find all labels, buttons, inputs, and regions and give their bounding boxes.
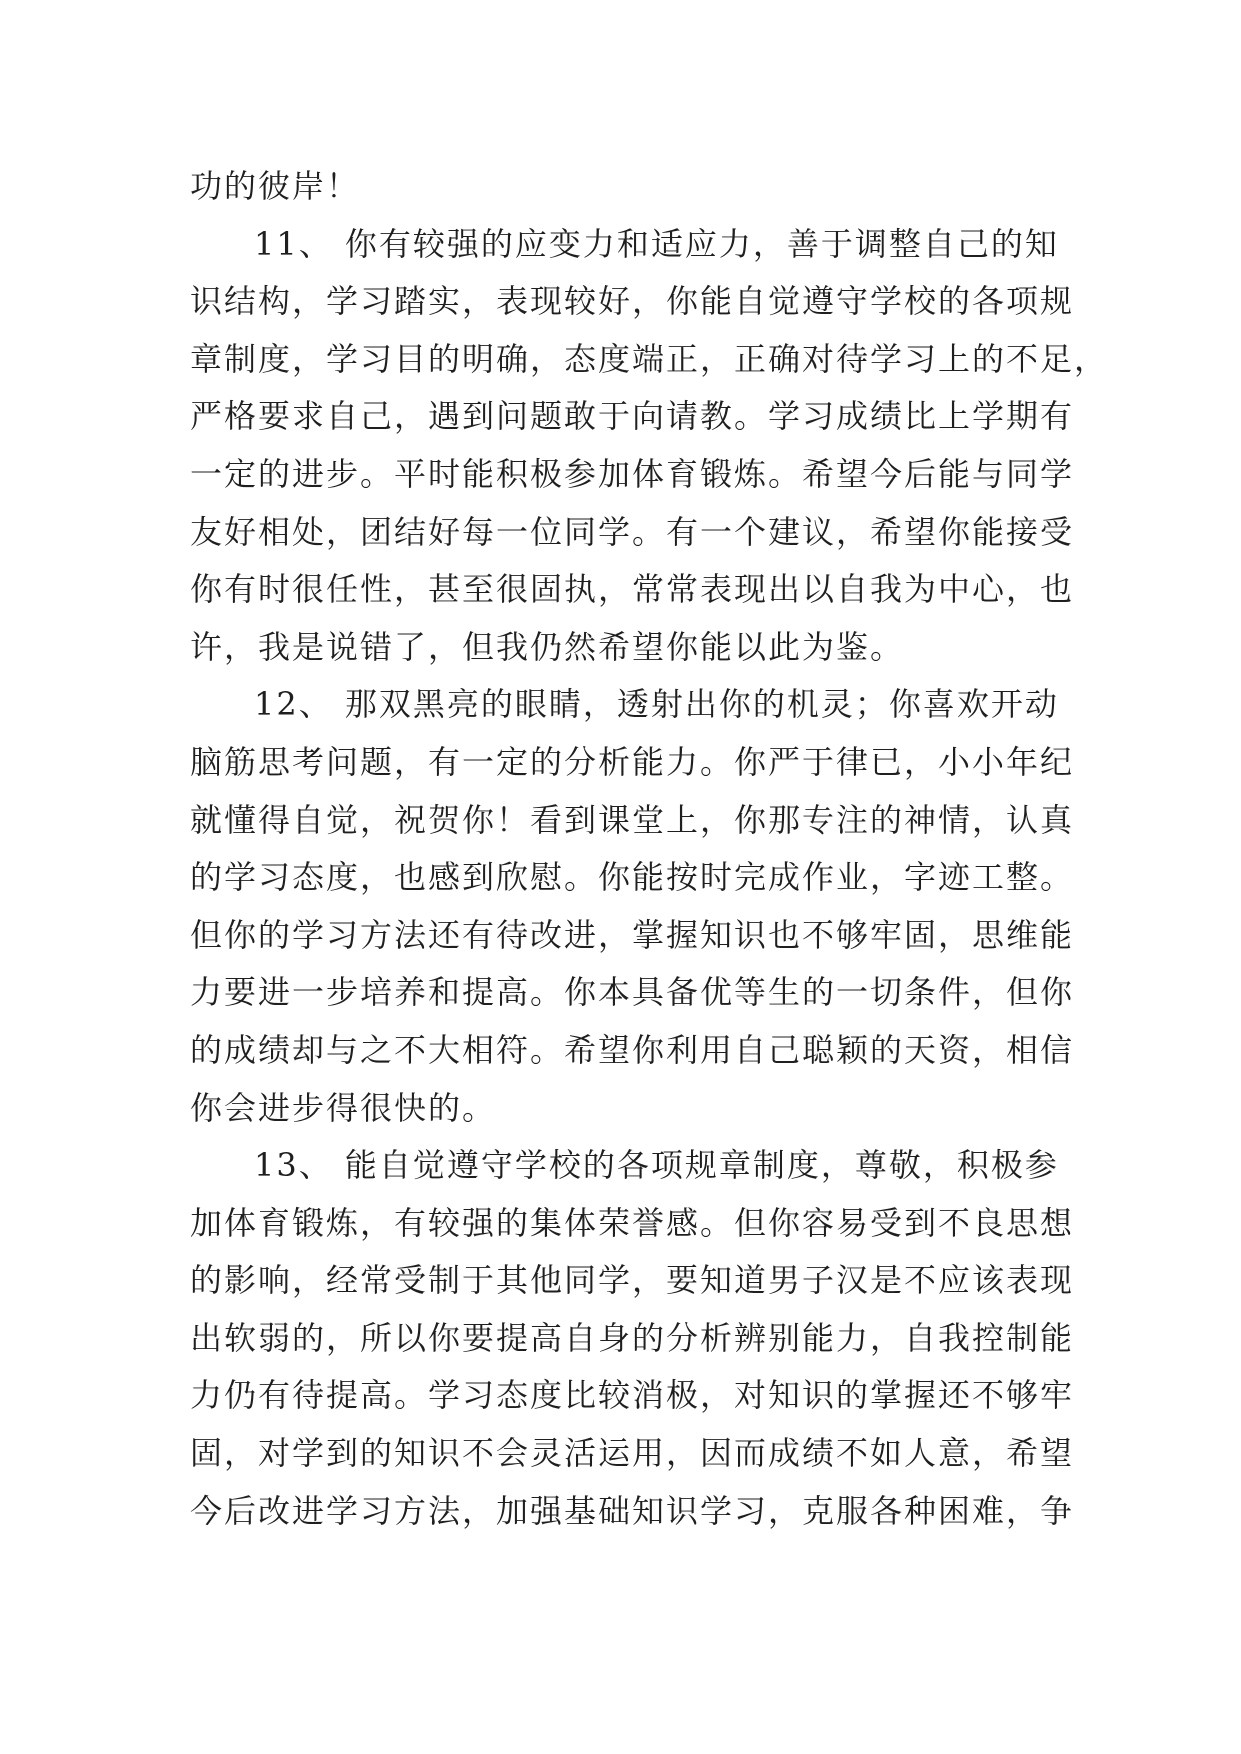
text-line: 今后改进学习方法，加强基础知识学习，克服各种困难，争 [190, 1491, 1075, 1530]
paragraph-12-first-line: 12、 那双黑亮的眼睛，透射出你的机灵；你喜欢开动 [254, 685, 1059, 724]
text-line: 功的彼岸！ [190, 167, 361, 205]
text-line: 一定的进步。平时能积极参加体育锻炼。希望今后能与同学 [190, 454, 1075, 493]
text-line: 但你的学习方法还有待改进，掌握知识也不够牢固，思维能 [190, 915, 1075, 954]
text-line: 的学习态度，也感到欣慰。你能按时完成作业，字迹工整。 [190, 858, 1075, 897]
text-line: 你有时很任性，甚至很固执，常常表现出以自我为中心，也 [190, 570, 1075, 609]
text-line: 力要进一步培养和提高。你本具备优等生的一切条件，但你 [190, 973, 1075, 1012]
text-line: 出软弱的，所以你要提高自身的分析辨别能力，自我控制能 [190, 1318, 1075, 1357]
text-line: 章制度，学习目的明确，态度端正，正确对待学习上的不足， [190, 339, 1109, 378]
text-line: 友好相处，团结好每一位同学。有一个建议，希望你能接受 [190, 512, 1075, 551]
text-line: 识结构，学习踏实，表现较好，你能自觉遵守学校的各项规 [190, 282, 1075, 321]
paragraph-13-first-line: 13、 能自觉遵守学校的各项规章制度，尊敬，积极参 [254, 1146, 1059, 1185]
text-line: 力仍有待提高。学习态度比较消极，对知识的掌握还不够牢 [190, 1376, 1075, 1415]
paragraph-11-first-line: 11、 你有较强的应变力和适应力，善于调整自己的知 [254, 224, 1059, 263]
text-line: 脑筋思考问题，有一定的分析能力。你严于律已，小小年纪 [190, 742, 1075, 781]
text-line: 的影响，经常受制于其他同学，要知道男子汉是不应该表现 [190, 1261, 1075, 1300]
text-line: 许，我是说错了，但我仍然希望你能以此为鉴。 [190, 627, 905, 666]
document-body [190, 158, 1109, 1540]
text-line: 你会进步得很快的。 [190, 1088, 497, 1127]
text-line: 固，对学到的知识不会灵活运用，因而成绩不如人意，希望 [190, 1434, 1075, 1473]
text-line: 的成绩却与之不大相符。希望你利用自己聪颖的天资，相信 [190, 1030, 1075, 1069]
text-line: 严格要求自己，遇到问题敢于向请教。学习成绩比上学期有 [190, 397, 1075, 436]
text-line: 就懂得自觉，祝贺你！看到课堂上，你那专注的神情，认真 [190, 800, 1075, 839]
text-line: 加体育锻炼，有较强的集体荣誉感。但你容易受到不良思想 [190, 1203, 1075, 1242]
